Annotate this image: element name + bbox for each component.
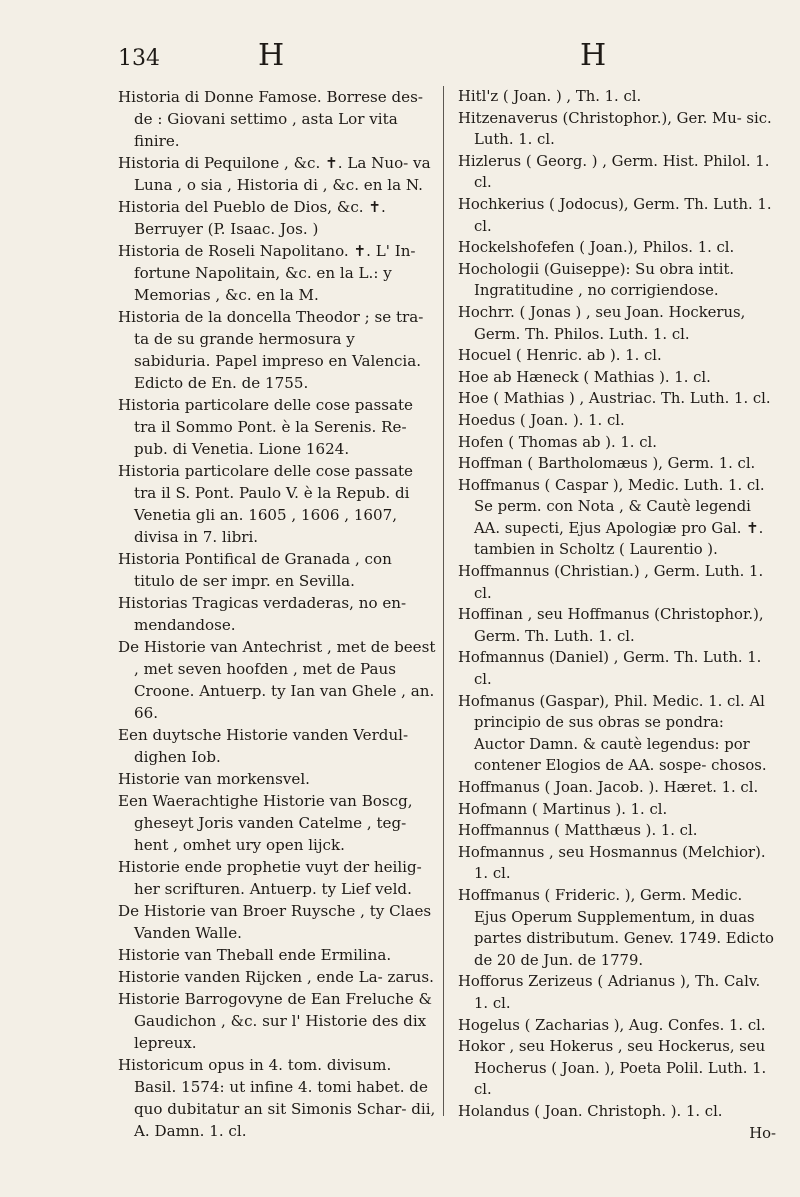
index-entry: Hoffmanus ( Joan. Jacob. ). Hæret. 1. cl. [458, 779, 759, 796]
index-entry: Hoedus ( Joan. ). 1. cl. [458, 411, 625, 429]
index-entry: Hoffmanus ( Caspar ), Medic. Luth. 1. cl. Se perm. con Nota , & Cautè legendi AA. supecti, Ejus Apologiæ pro Gal. ✝. tambien in Scholtz ( Laurentio ). [458, 476, 765, 559]
index-entry: Hofforus Zerizeus ( Adrianus ), Th. Calv. 1. cl. [458, 973, 761, 1012]
index-entry: Hoe ( Mathias ) , Austriac. Th. Luth. 1. cl. [458, 390, 771, 408]
index-entry: Historia di Donne Famose. Borrese des- de : Giovani settimo , asta Lor vita finire. [118, 88, 423, 150]
index-entry: Hoffmannus ( Matthæus ). 1. cl. [458, 822, 698, 840]
index-entry: Historia de la doncella Theodor ; se tra- ta de su grande hermosura y sabiduria. Papel impreso en Valencia. Edicto de En. de 1755. [118, 308, 424, 392]
left-column-header: H [258, 38, 285, 73]
index-entry: Hochkerius ( Jodocus), Germ. Th. Luth. 1. cl. [458, 195, 772, 235]
index-entry: Hoffman ( Bartholomæus ), Germ. 1. cl. [458, 455, 756, 473]
right-column [458, 86, 776, 1144]
index-entry: Hockelshofefen ( Joan.), Philos. 1. cl. [458, 239, 735, 257]
index-entry: Historia Pontifical de Granada , con titulo de ser impr. en Sevilla. [118, 550, 392, 590]
index-entry: Historie van Theball ende Ermilina. [118, 946, 392, 964]
index-entry: Historia de Roseli Napolitano. ✝. L' In- fortune Napolitain, &c. en la L.: y Memorias , &c. en la M. [118, 242, 416, 304]
index-entry: Hogelus ( Zacharias ), Aug. Confes. 1. cl. [458, 1016, 766, 1034]
index-entry: De Historie van Broer Ruysche , ty Claes Vanden Walle. [118, 902, 432, 942]
index-entry: Historia di Pequilone , &c. ✝. La Nuo- va Luna , o sia , Historia di , &c. en la N. [118, 154, 431, 194]
index-entry: Hizlerus ( Georg. ) , Germ. Hist. Philol. 1. cl. [458, 152, 770, 192]
index-entry: Hofen ( Thomas ab ). 1. cl. [458, 433, 657, 451]
index-entry: Een Waerachtighe Historie van Boscg, gheseyt Joris vanden Catelme , teg- hent , omhet ury open lijck. [118, 792, 413, 854]
index-entry: Hochrr. ( Jonas ) , seu Joan. Hockerus, Germ. Th. Philos. Luth. 1. cl. [458, 303, 746, 343]
index-entry: Historie ende prophetie vuyt der heilig- her scrifturen. Antuerp. ty Lief veld. [118, 858, 422, 898]
index-entry: Hocuel ( Henric. ab ). 1. cl. [458, 347, 662, 365]
index-entry: Hitl'z ( Joan. ) , Th. 1. cl. [458, 88, 642, 105]
catchword: Ho- [749, 1124, 776, 1142]
index-entry: Hochologii (Guiseppe): Su obra intit. Ingratitudine , no corrigiendose. [458, 260, 735, 300]
left-column [118, 86, 436, 1142]
index-entry: Holandus ( Joan. Christoph. ). 1. cl. [458, 1102, 723, 1120]
index-entry: Historia particolare delle cose passate tra il S. Pont. Paulo V. è la Repub. di Venetia gli an. 1605 , 1606 , 1607, divisa in 7. libri. [118, 462, 413, 546]
index-entry: Historias Tragicas verdaderas, no en- mendandose. [118, 594, 407, 634]
index-entry: Hofmannus (Daniel) , Germ. Th. Luth. 1. cl. [458, 649, 762, 689]
right-column-header: H [580, 38, 607, 73]
index-entry: De Historie van Antechrist , met de beest , met seven hoofden , met de Paus Croone. Antuerp. ty Ian van Ghele , an. 66. [118, 638, 436, 722]
index-entry: Hoffmanus ( Frideric. ), Germ. Medic. Ejus Operum Supplementum, in duas partes distributum. Genev. 1749. Edicto de 20 de Jun. de 1779. [458, 886, 774, 969]
index-entry: Historie Barrogovyne de Ean Freluche & Gaudichon , &c. sur l' Historie des dix lepreux. [118, 990, 432, 1052]
page-number: 134 [118, 46, 160, 71]
index-entry: Historia del Pueblo de Dios, &c. ✝. Berruyer (P. Isaac. Jos. ) [118, 198, 386, 238]
index-entry: Historie vanden Rijcken , ende La- zarus. [118, 968, 434, 986]
index-entry: Hoffmannus (Christian.) , Germ. Luth. 1. cl. [458, 563, 764, 602]
index-entry: Hofmannus , seu Hosmannus (Melchior). 1. cl. [458, 843, 766, 883]
index-entry: Hitzenaverus (Christophor.), Ger. Mu- sic. Luth. 1. cl. [458, 109, 772, 149]
index-entry: Een duytsche Historie vanden Verdul- dighen Iob. [118, 726, 409, 766]
index-entry: Hofmann ( Martinus ). 1. cl. [458, 800, 668, 818]
index-entry: Hoffinan , seu Hoffmanus (Christophor.), Germ. Th. Luth. 1. cl. [458, 606, 764, 645]
index-entry: Historicum opus in 4. tom. divisum. Basil. 1574: ut infine 4. tomi habet. de quo dubitatur an sit Simonis Schar- dii, A. Damn. 1. cl. [118, 1056, 436, 1140]
column-divider [443, 86, 444, 1116]
index-entry: Hokor , seu Hokerus , seu Hockerus, seu Hocherus ( Joan. ), Poeta Polil. Luth. 1. cl. [458, 1038, 767, 1099]
index-entry: Hoe ab Hæneck ( Mathias ). 1. cl. [458, 368, 711, 386]
index-entry: Hofmanus (Gaspar), Phil. Medic. 1. cl. Al principio de sus obras se pondra: Auctor Damn. & cautè legendus: por contener Elogios de AA. sospe- chosos. [458, 692, 767, 775]
index-entry: Historia particolare delle cose passate tra il Sommo Pont. è la Serenis. Re- pub. di Venetia. Lione 1624. [118, 396, 413, 458]
index-entry: Historie van morkensvel. [118, 770, 310, 788]
